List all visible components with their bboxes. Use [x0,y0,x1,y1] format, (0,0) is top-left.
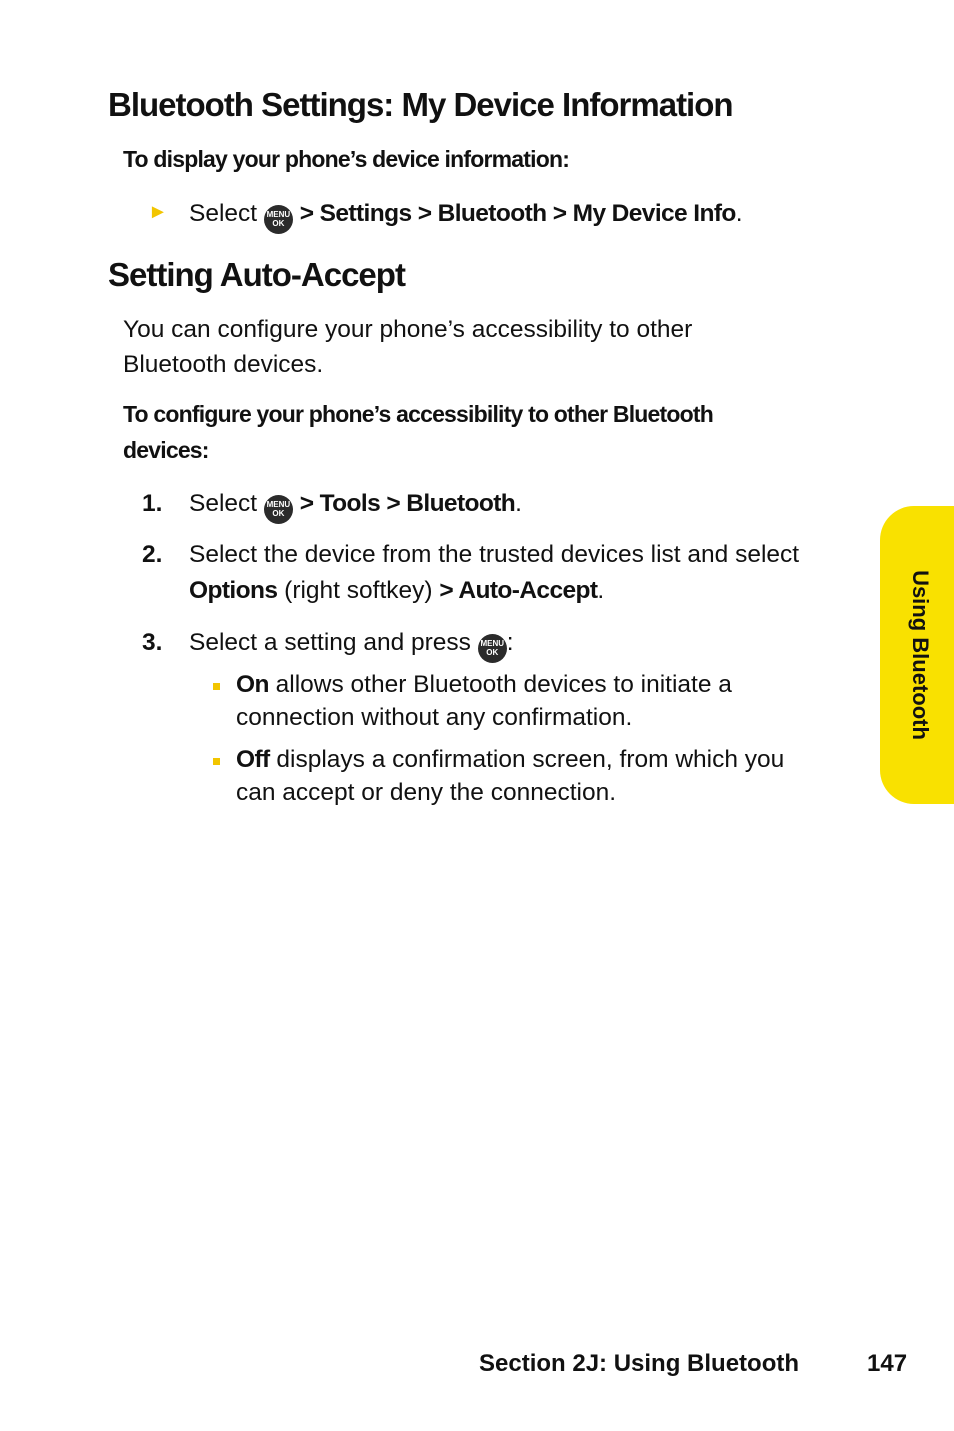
subhead-display-info: To display your phone’s device information: [123,146,570,172]
subhead-configure-line-2: devices: [123,437,209,463]
step-select-text: Select [189,200,258,227]
intro-line-2: Bluetooth devices. [123,351,324,378]
section-title-auto-accept: Setting Auto-Accept [108,256,405,293]
footer-section: Section 2J: Using Bluetooth [479,1350,800,1377]
menu-ok-icon: MENU OK [264,495,293,524]
menu-path: > Settings > Bluetooth > My Device Info [299,200,736,227]
square-bullet-icon [213,683,220,690]
step-number: 1. [142,490,163,517]
step-2-line-2: Options (right softkey) > Auto-Accept. [189,577,605,604]
bullet-on-line-2: connection without any confirmation. [236,704,633,731]
intro-line-1: You can configure your phone’s accessibility to other [123,316,693,343]
square-bullet-icon [213,758,220,765]
subhead-configure-line-1: To configure your phone’s accessibility to other Bluetooth [123,401,713,427]
side-tab [880,506,954,804]
step-device-info: Select MENU OK > Settings > Bluetooth > My Device Info. [189,196,743,234]
menu-ok-icon: MENU OK [264,205,293,234]
menu-ok-icon: MENU OK [478,634,507,663]
page-number: 147 [867,1350,908,1377]
step-number: 3. [142,629,163,656]
step-3: Select a setting and press MENU OK : [189,625,514,663]
menu-path: > Tools > Bluetooth [299,490,516,517]
step-number: 2. [142,541,163,568]
step-2-line-1: Select the device from the trusted devices list and select [189,541,800,568]
step-1: Select MENU OK > Tools > Bluetooth. [189,486,522,524]
arrow-bullet-icon: ► [148,201,168,223]
bullet-on-line-1: On allows other Bluetooth devices to initiate a [236,671,732,698]
side-tab-label: Using Bluetooth [908,570,933,740]
bullet-off-line-2: can accept or deny the connection. [236,779,617,806]
section-title-device-info: Bluetooth Settings: My Device Information [108,86,733,123]
bullet-off-line-1: Off displays a confirmation screen, from which you [236,746,785,773]
